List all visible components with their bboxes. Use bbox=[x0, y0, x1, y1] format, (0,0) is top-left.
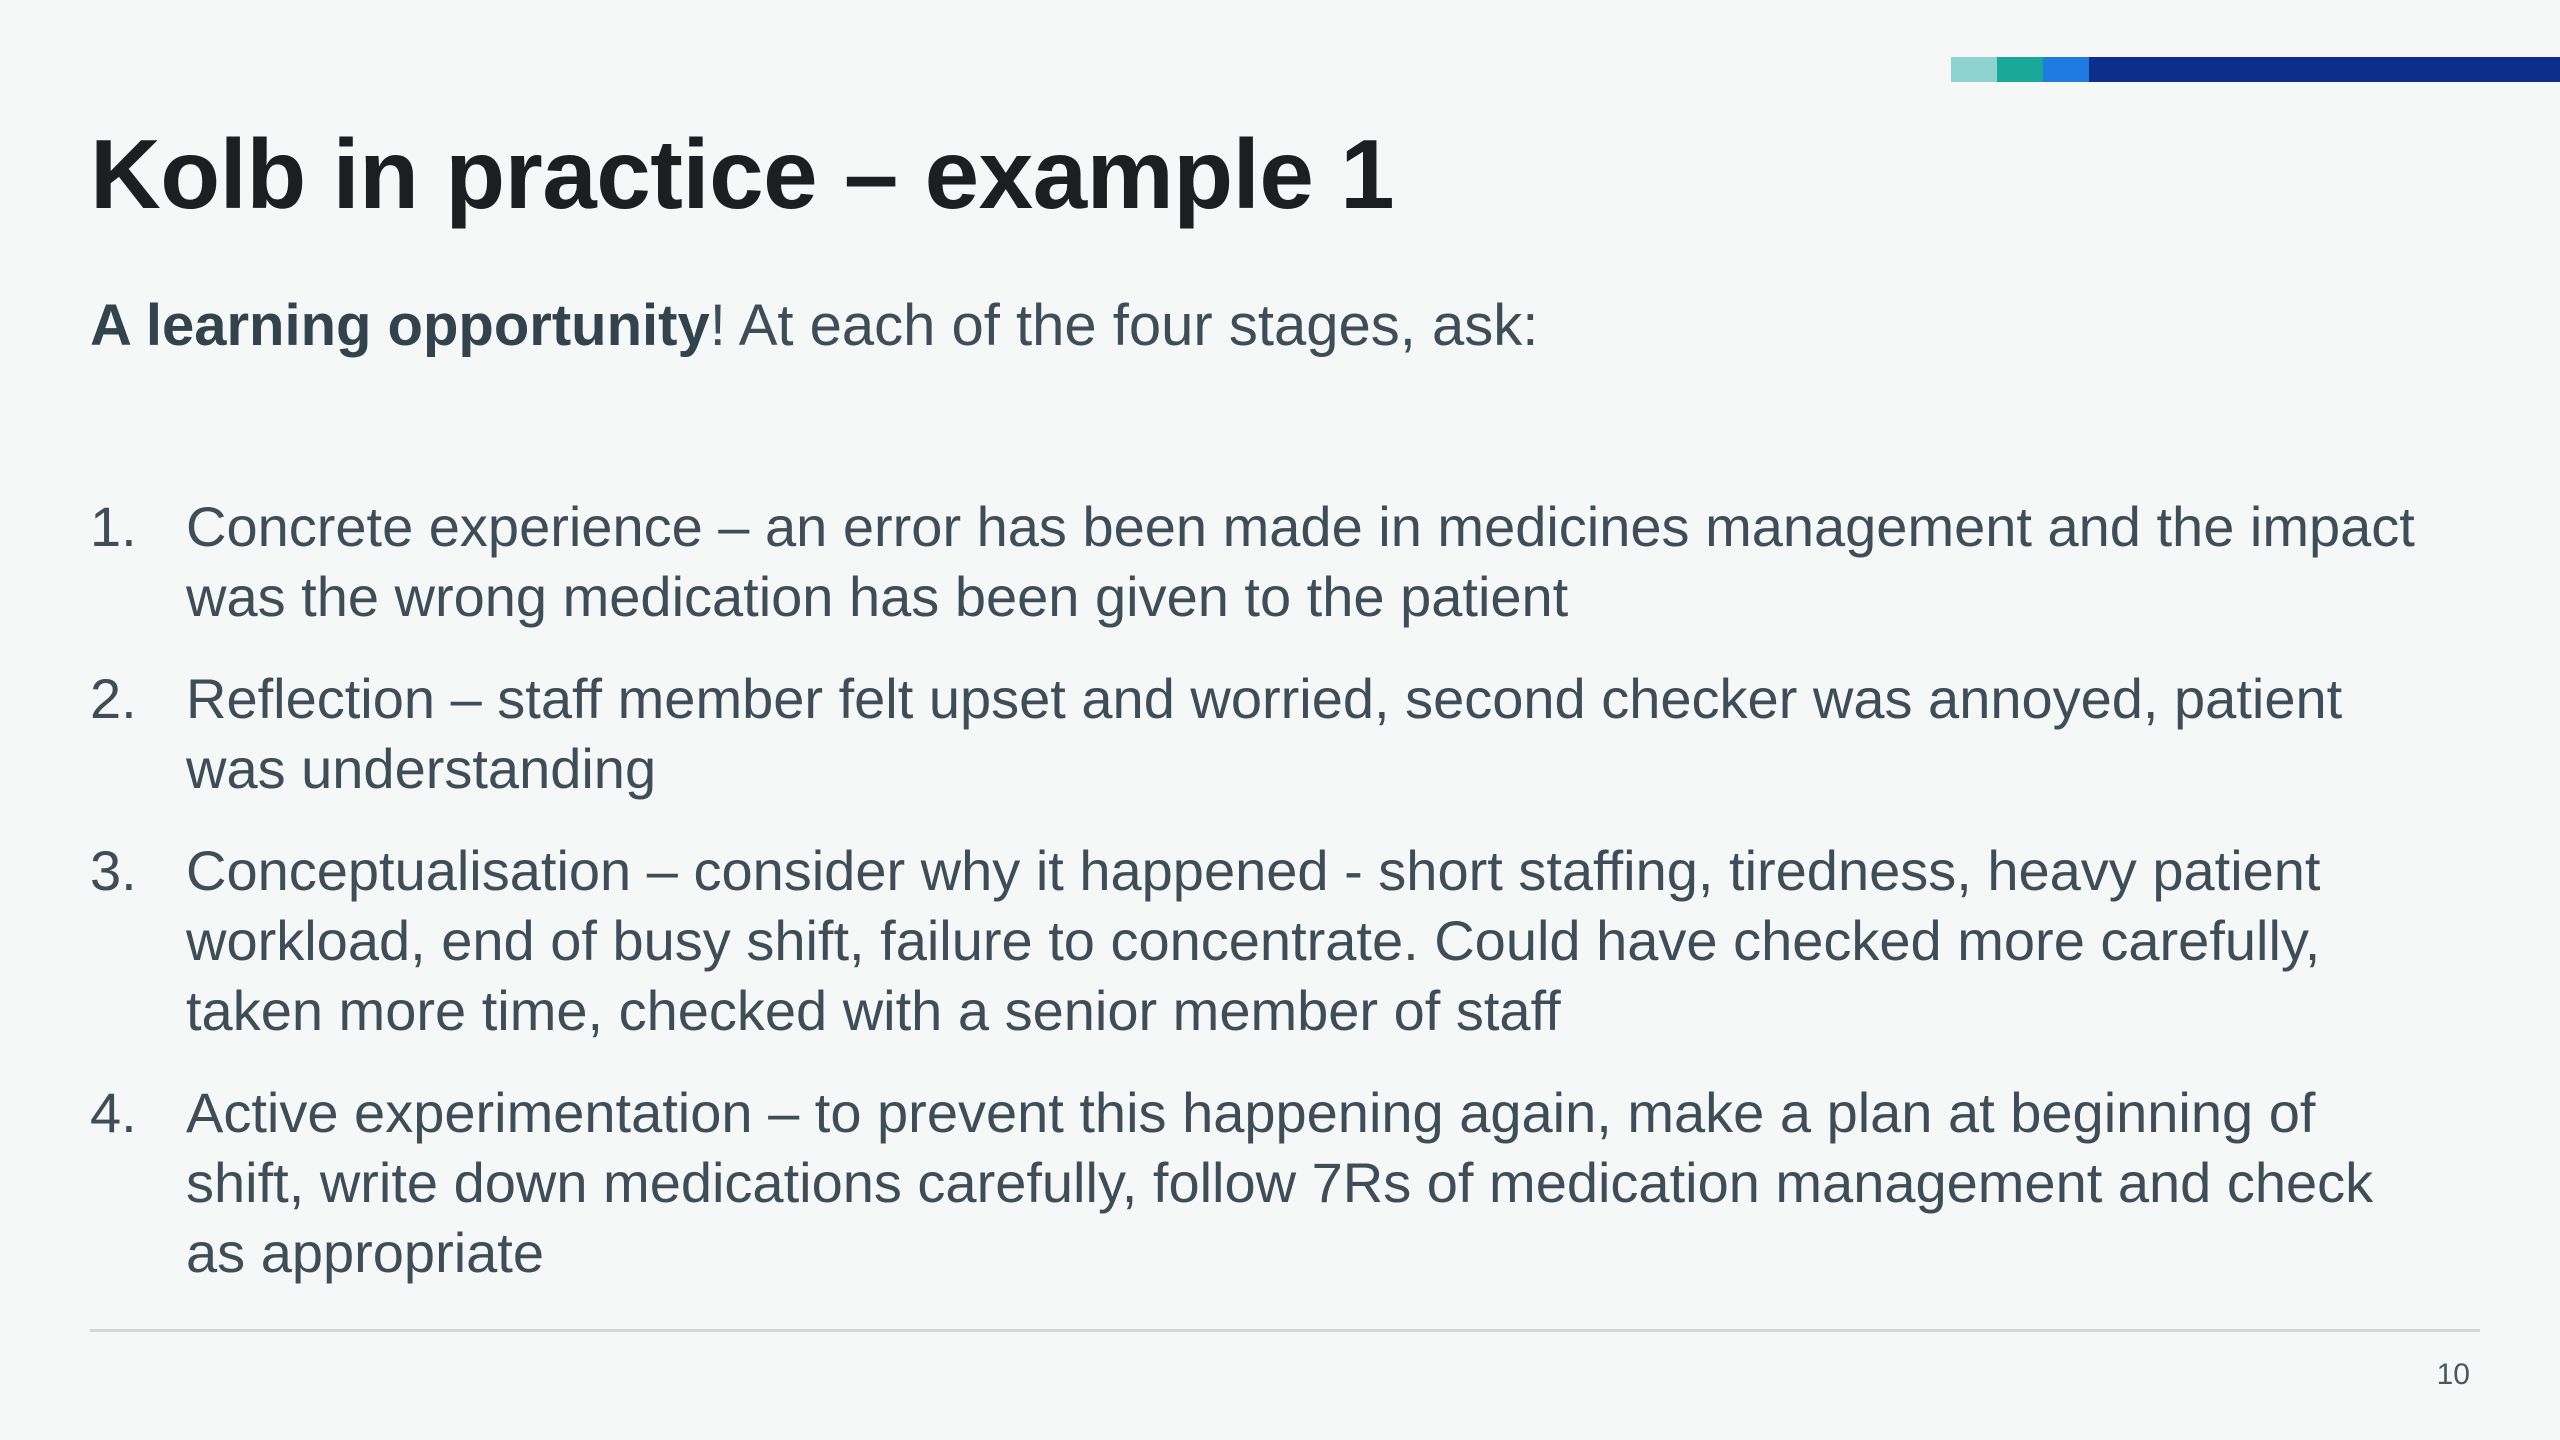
step-number: 4. bbox=[90, 1081, 137, 1144]
page-number: 10 bbox=[2436, 1358, 2470, 1391]
intro-text bbox=[90, 292, 1538, 359]
list-item bbox=[90, 836, 2470, 1046]
intro-rest-text: ! At each of the four stages, ask: bbox=[709, 293, 1539, 358]
step-text: Conceptualisation – consider why it happened - short staffing, tiredness, heavy patient workload, end of busy shift, failure to concentrate. Could have checked more carefully, taken more time, checked with a senior member of staff bbox=[186, 839, 2321, 1042]
list-item bbox=[90, 1078, 2470, 1288]
footer-divider bbox=[90, 1329, 2480, 1332]
accent-segment-teal bbox=[1997, 57, 2043, 82]
kolb-steps-list bbox=[90, 492, 2470, 1320]
intro-bold-text: A learning opportunity bbox=[90, 293, 710, 358]
step-number: 2. bbox=[90, 667, 137, 730]
accent-segment-light-teal bbox=[1951, 57, 1997, 82]
accent-bar bbox=[1951, 57, 2560, 82]
step-text: Active experimentation – to prevent this happening again, make a plan at beginning of shift, write down medications carefully, follow 7Rs of medication management and check as appropriate bbox=[186, 1081, 2374, 1284]
accent-segment-blue bbox=[2043, 57, 2089, 82]
list-item bbox=[90, 664, 2470, 804]
step-number: 1. bbox=[90, 495, 137, 558]
accent-segment-navy bbox=[2089, 57, 2560, 82]
step-text: Concrete experience – an error has been made in medicines management and the impact was the wrong medication has been given to the patient bbox=[186, 495, 2415, 628]
step-text: Reflection – staff member felt upset and worried, second checker was annoyed, patient was understanding bbox=[186, 667, 2343, 800]
slide-title: Kolb in practice – example 1 bbox=[90, 119, 1395, 229]
list-item bbox=[90, 492, 2470, 632]
step-number: 3. bbox=[90, 839, 137, 902]
